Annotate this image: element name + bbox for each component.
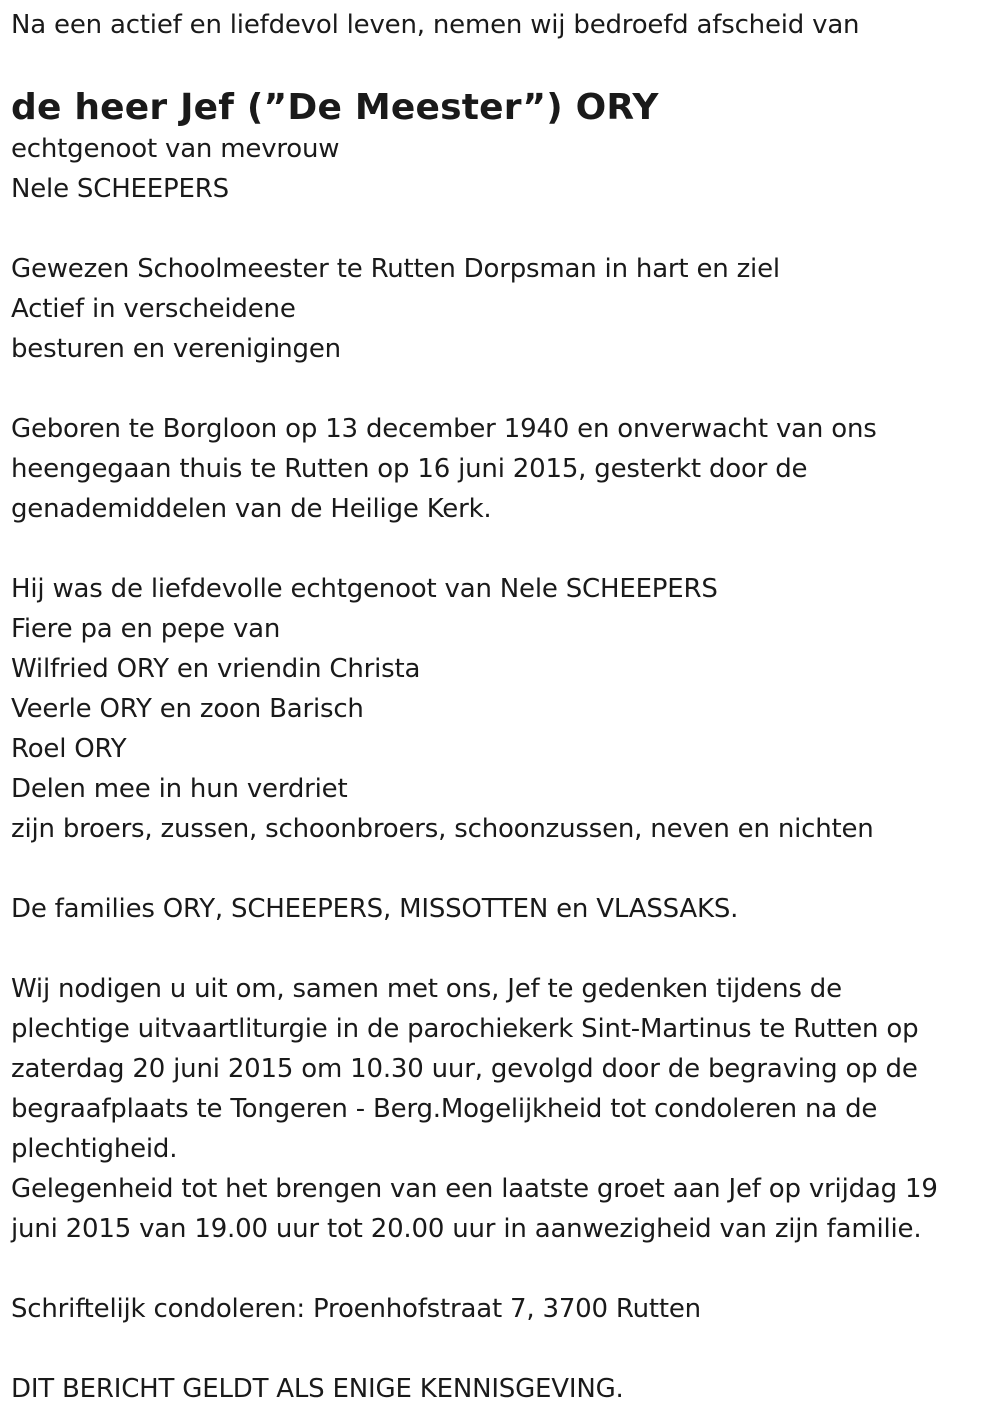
- invitation-line-3: zaterdag 20 juni 2015 om 10.30 uur, gevolgd door de begraving op de: [11, 1054, 918, 1084]
- invitation-line-5: plechtigheid.: [11, 1134, 178, 1164]
- spacer: [11, 1249, 986, 1289]
- closing-notice: DIT BERICHT GELDT ALS ENIGE KENNISGEVING.: [11, 1374, 624, 1404]
- deceased-name: de heer Jef (”De Meester”) ORY: [11, 87, 659, 128]
- spacer: [11, 529, 986, 569]
- obituary-notice: [11, 5, 986, 1409]
- family-line-3: Wilfried ORY en vriendin Christa: [11, 654, 421, 684]
- spouse-line-2: Nele SCHEEPERS: [11, 174, 229, 204]
- spouse-line-1: echtgenoot van mevrouw: [11, 134, 340, 164]
- spacer: [11, 1329, 986, 1369]
- invitation-line-7: juni 2015 van 19.00 uur tot 20.00 uur in aanwezigheid van zijn familie.: [11, 1214, 922, 1244]
- intro-text: Na een actief en liefdevol leven, nemen wij bedroefd afscheid van: [11, 10, 860, 40]
- invitation-line-6: Gelegenheid tot het brengen van een laatste groet aan Jef op vrijdag 19: [11, 1174, 938, 1204]
- families-line: De families ORY, SCHEEPERS, MISSOTTEN en VLASSAKS.: [11, 894, 739, 924]
- condolences-address: Schriftelijk condoleren: Proenhofstraat 7, 3700 Rutten: [11, 1294, 701, 1324]
- spacer: [11, 45, 986, 87]
- born-line-1: Geboren te Borgloon op 13 december 1940 en onverwacht van ons: [11, 414, 877, 444]
- family-line-1: Hij was de liefdevolle echtgenoot van Nele SCHEEPERS: [11, 574, 718, 604]
- family-line-4: Veerle ORY en zoon Barisch: [11, 694, 364, 724]
- spacer: [11, 849, 986, 889]
- career-line-3: besturen en verenigingen: [11, 334, 341, 364]
- born-line-2: heengegaan thuis te Rutten op 16 juni 2015, gesterkt door de: [11, 454, 808, 484]
- spacer: [11, 369, 986, 409]
- family-line-2: Fiere pa en pepe van: [11, 614, 281, 644]
- spacer: [11, 209, 986, 249]
- family-line-7: zijn broers, zussen, schoonbroers, schoonzussen, neven en nichten: [11, 814, 874, 844]
- family-line-6: Delen mee in hun verdriet: [11, 774, 348, 804]
- career-line-2: Actief in verscheidene: [11, 294, 296, 324]
- invitation-line-2: plechtige uitvaartliturgie in de parochiekerk Sint-Martinus te Rutten op: [11, 1014, 919, 1044]
- spacer: [11, 929, 986, 969]
- invitation-line-1: Wij nodigen u uit om, samen met ons, Jef te gedenken tijdens de: [11, 974, 842, 1004]
- born-line-3: genademiddelen van de Heilige Kerk.: [11, 494, 492, 524]
- career-line-1: Gewezen Schoolmeester te Rutten Dorpsman in hart en ziel: [11, 254, 780, 284]
- family-line-5: Roel ORY: [11, 734, 127, 764]
- invitation-line-4: begraafplaats te Tongeren - Berg.Mogelijkheid tot condoleren na de: [11, 1094, 878, 1124]
